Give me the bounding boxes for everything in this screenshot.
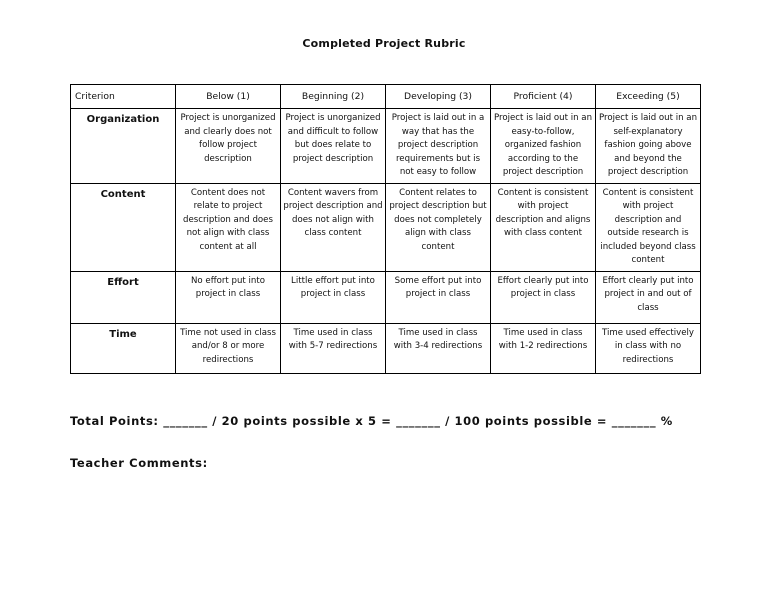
header-below: Below (1) (176, 85, 281, 109)
table-cell: Content is consistent with project description and aligns with class content (491, 183, 596, 271)
table-row (71, 323, 701, 373)
header-proficient: Proficient (4) (491, 85, 596, 109)
table-cell: Time used in class with 3-4 redirections (386, 323, 491, 373)
rubric-table (70, 84, 701, 374)
table-row (71, 271, 701, 323)
table-cell: Effort clearly put into project in class (491, 271, 596, 323)
table-cell: Some effort put into project in class (386, 271, 491, 323)
header-row (71, 85, 701, 109)
teacher-comments-label: Teacher Comments: (70, 456, 208, 470)
page-title: Completed Project Rubric (302, 37, 466, 50)
table-cell: Project is unorganized and difficult to follow but does relate to project description (281, 109, 386, 184)
table-cell: Content does not relate to project description and does not align with class content at all (176, 183, 281, 271)
header-exceeding: Exceeding (5) (596, 85, 701, 109)
header-criterion: Criterion (71, 85, 176, 109)
header-developing: Developing (3) (386, 85, 491, 109)
table-row (71, 109, 701, 184)
table-cell: Content wavers from project description and does not align with class content (281, 183, 386, 271)
table-cell: Project is unorganized and clearly does not follow project description (176, 109, 281, 184)
table-cell: Content is consistent with project description and outside research is included beyond class content (596, 183, 701, 271)
criterion-effort: Effort (71, 271, 176, 323)
table-cell: Project is laid out in an self-explanatory fashion going above and beyond the project description (596, 109, 701, 184)
table-cell: Time not used in class and/or 8 or more redirections (176, 323, 281, 373)
criterion-content: Content (71, 183, 176, 271)
criterion-organization: Organization (71, 109, 176, 184)
table-cell: No effort put into project in class (176, 271, 281, 323)
header-beginning: Beginning (2) (281, 85, 386, 109)
criterion-time: Time (71, 323, 176, 373)
table-cell: Effort clearly put into project in and out of class (596, 271, 701, 323)
table-cell: Time used in class with 1-2 redirections (491, 323, 596, 373)
table-cell: Time used effectively in class with no redirections (596, 323, 701, 373)
table-cell: Content relates to project description but does not completely align with class content (386, 183, 491, 271)
table-cell: Project is laid out in a way that has the project description requirements but is not easy to follow (386, 109, 491, 184)
table-row (71, 183, 701, 271)
table-cell: Time used in class with 5-7 redirections (281, 323, 386, 373)
table-cell: Project is laid out in an easy-to-follow, organized fashion according to the project description (491, 109, 596, 184)
table-cell: Little effort put into project in class (281, 271, 386, 323)
total-points-line: Total Points: _______ / 20 points possible x 5 = _______ / 100 points possible = _______ % (70, 414, 673, 428)
